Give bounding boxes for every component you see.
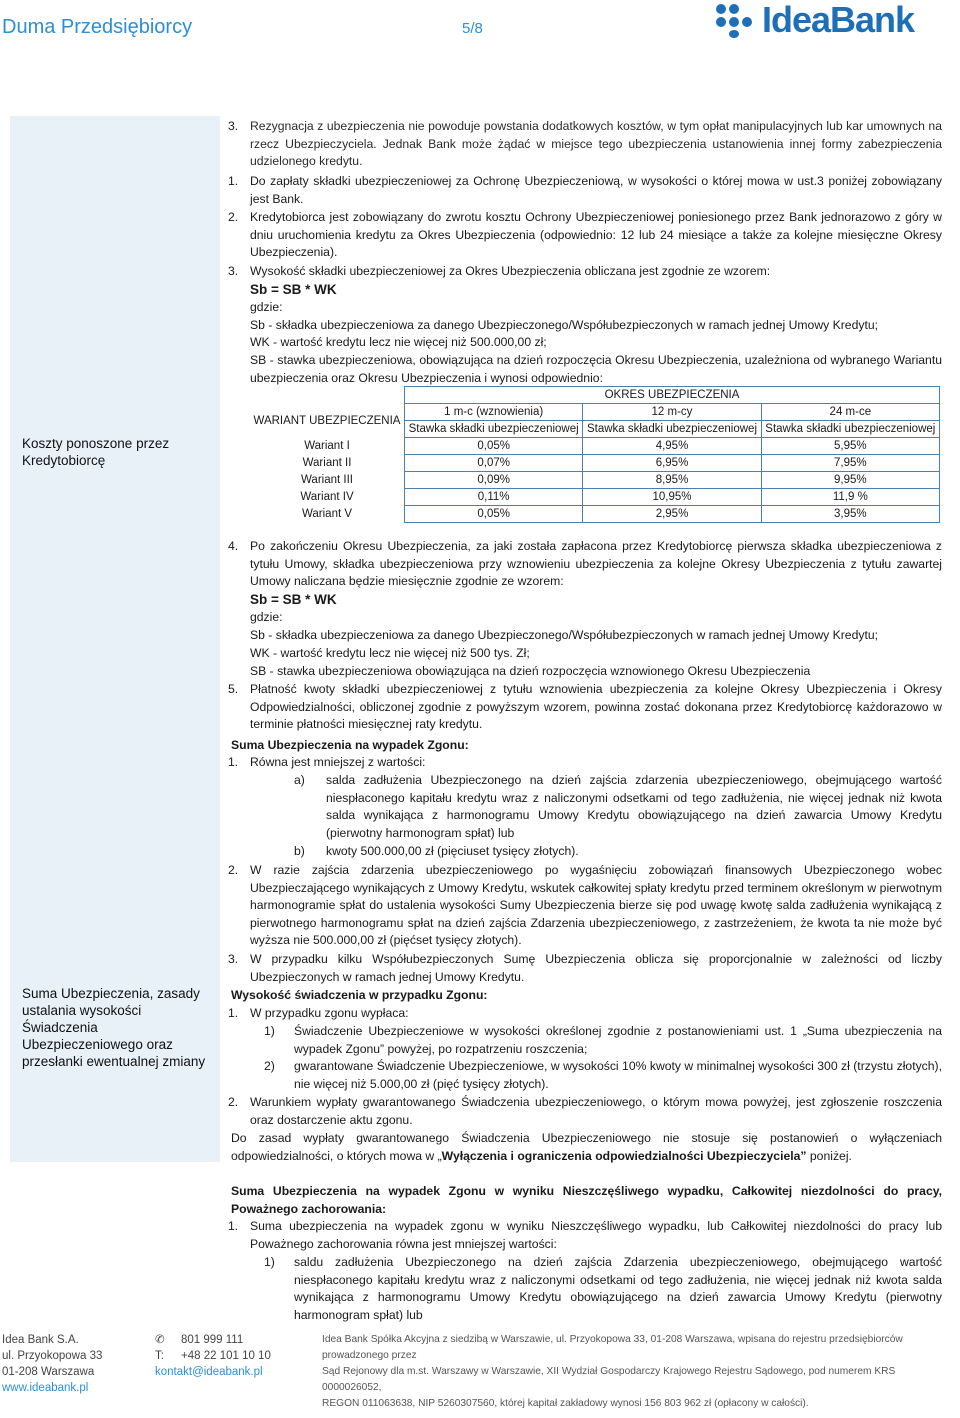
heading-benefit-death: Wysokość świadczenia w przypadku Zgonu: — [231, 988, 488, 1002]
logo-dots-icon — [716, 4, 756, 38]
table-period: 1 m-c (wznowienia) — [405, 404, 583, 421]
table-header-variant: WARIANT UBEZPIECZENIA — [250, 404, 405, 438]
table-rate-label: Stawka składki ubezpieczeniowej — [583, 421, 761, 438]
formula: Sb = SB * WK — [250, 282, 337, 297]
footer-address: Idea Bank S.A. ul. Przyokopowa 33 01-208 Warszawa www.ideabank.pl — [2, 1334, 103, 1394]
table-period: 24 m-ce — [761, 404, 939, 421]
heading-sum-death: Suma Ubezpieczenia na wypadek Zgonu: — [231, 738, 469, 752]
footer-contact: ✆ 801 999 111 T: +48 22 101 10 10 kontakt@ideabank.pl — [155, 1334, 271, 1378]
table-period: 12 m-cy — [583, 404, 761, 421]
section-label-sum-insured: Suma Ubezpieczenia, zasady ustalania wysokości Świadczenia Ubezpieczeniowego oraz przesłanki ewentualnej zmiany — [22, 986, 206, 1069]
note-exclusions: Do zasad wypłaty gwarantowanego Świadczenia Ubezpieczeniowego nie stosuje się postanowień o wyłączeniach odpowiedzialności, o których mowa w „Wyłączenia i ograniczenia odpowiedzialności Ubezpieczyciela” poniżej. — [231, 1131, 942, 1163]
premium-rates-table — [250, 386, 940, 523]
phone-number[interactable]: +48 22 101 10 10 — [181, 1350, 271, 1362]
footer — [0, 1332, 960, 1418]
website-link[interactable]: www.ideabank.pl — [2, 1382, 89, 1394]
table-row: Wariant III 0,09% 8,95% 9,95% — [250, 472, 940, 489]
document-title: Duma Przedsiębiorcy — [2, 16, 193, 38]
table-rate-label: Stawka składki ubezpieczeniowej — [405, 421, 583, 438]
formula: Sb = SB * WK — [250, 592, 337, 607]
table-header-period: OKRES UBEZPIECZENIA — [405, 387, 940, 404]
table-row: Wariant I 0,05% 4,95% 5,95% — [250, 438, 940, 455]
table-row: Wariant IV 0,11% 10,95% 11,9 % — [250, 489, 940, 506]
email-link[interactable]: kontakt@ideabank.pl — [155, 1366, 263, 1378]
footer-legal: Idea Bank Spółka Akcyjna z siedzibą w Warszawie, ul. Przyokopowa 33, 01-208 Warszawa, wpisana do rejestru przedsiębiorców prowadzonego przez Sąd Rejonowy dla m.st. Warszawy w Warszawie, XII Wydział Gospodarczy Krajowego Rejestru Sądowego, pod numerem KRS 0000026052, REGON 011063638, NIP 5260307560, której kapitał zakładowy wynosi 156 803 962 zł (opłacony w całości). — [322, 1334, 903, 1409]
phone-icon: ✆ — [155, 1334, 165, 1346]
table-row: Wariant II 0,07% 6,95% 7,95% — [250, 455, 940, 472]
page-number: 5/8 — [462, 20, 483, 37]
idea-bank-logo — [716, 2, 956, 40]
logo-wordmark: IdeaBank — [762, 0, 915, 40]
table-row: Wariant V 0,05% 2,95% 3,95% — [250, 506, 940, 523]
table-rate-label: Stawka składki ubezpieczeniowej — [761, 421, 939, 438]
section-label-costs: Koszty ponoszone przez Kredytobiorcę — [22, 436, 170, 468]
hotline-number[interactable]: 801 999 111 — [181, 1334, 244, 1346]
heading-sum-accident: Suma Ubezpieczenia na wypadek Zgonu w wyniku Nieszczęśliwego wypadku, Całkowitej niezdolności do pracy, Poważnego zachorowania: — [231, 1184, 942, 1216]
